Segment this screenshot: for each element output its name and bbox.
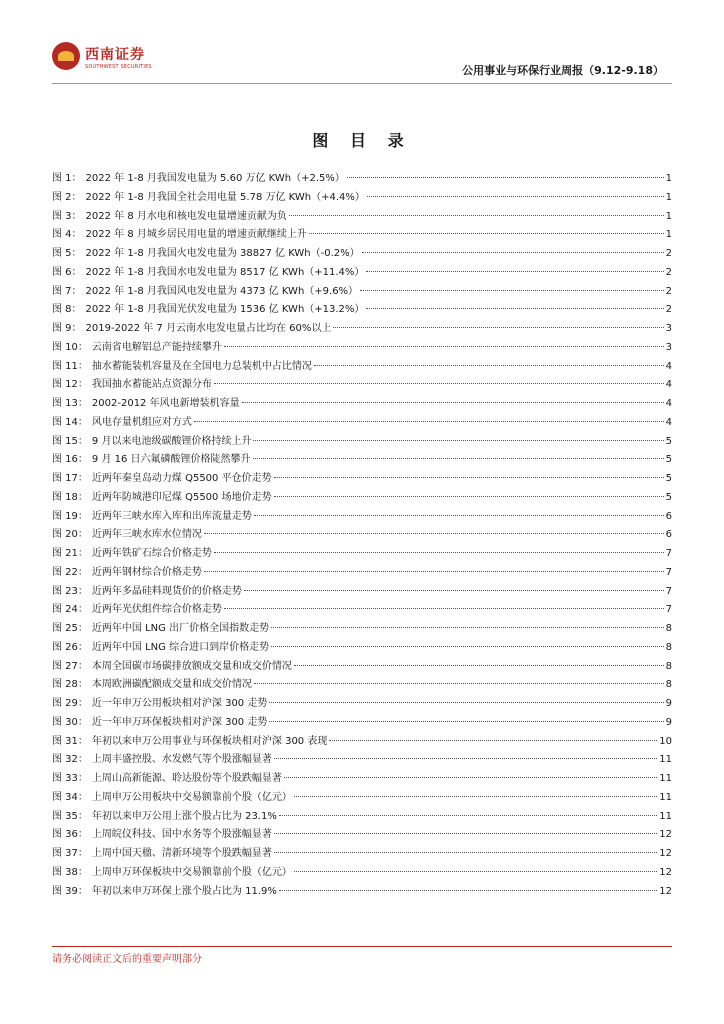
toc-entry-number: 图 2：: [52, 191, 82, 203]
toc-entry-leader: [366, 308, 663, 309]
toc-entry-leader: [269, 721, 663, 722]
toc-entry-title: 上周皖仪科技、国中水务等个股涨幅显著: [91, 829, 272, 841]
toc-entry-number: 图 14：: [52, 416, 88, 428]
toc-entry-number: 图 9：: [52, 323, 82, 334]
toc-entry-title: 2022 年 1-8 月我国火电发电量为 38827 亿 KWh（-0.2%）: [85, 248, 360, 259]
toc-entry-page: 12: [659, 848, 672, 859]
toc-entry-leader: [366, 271, 663, 272]
toc-entry-number: 图 34：: [52, 791, 88, 803]
toc-entry-title: 近两年三峡水库入库和出库流量走势: [91, 510, 252, 522]
toc-entry[interactable]: [52, 658, 672, 677]
toc-entry-page: 12: [659, 885, 672, 897]
toc-entry-page: 7: [665, 604, 672, 616]
toc-entry[interactable]: [52, 789, 672, 808]
toc-entry-title: 近两年秦皇岛动力煤 Q5500 平仓价走势: [91, 473, 272, 484]
toc-entry[interactable]: [52, 751, 672, 770]
toc-entry[interactable]: [52, 189, 672, 208]
toc-entry-leader: [204, 571, 664, 572]
toc-entry-page: 11: [659, 810, 672, 822]
toc-entry-leader: [294, 665, 664, 666]
footer-divider: [52, 946, 672, 947]
toc-entry-title: 云南省电解铝总产能持续攀升: [91, 341, 222, 353]
toc-entry-leader: [289, 215, 664, 216]
toc-entry-number: 图 10：: [52, 341, 88, 353]
toc-entry-page: 10: [659, 735, 672, 747]
toc-entry-leader: [224, 608, 664, 609]
toc-entry[interactable]: [52, 733, 672, 752]
toc-entry-page: 7: [665, 566, 672, 578]
toc-entry-title: 2022 年 1-8 月我国全社会用电量 5.78 万亿 KWh（+4.4%）: [85, 191, 365, 203]
toc-entry-page: 11: [659, 791, 672, 803]
toc-entry-title: 近两年多晶硅料现货价的价格走势: [91, 585, 242, 597]
toc-entry-title: 近两年中国 LNG 出厂价格全国指数走势: [91, 623, 270, 634]
toc-entry-leader: [242, 402, 664, 403]
toc-entry-page: 6: [665, 529, 672, 541]
toc-entry-leader: [360, 290, 664, 291]
toc-entry-number: 图 24：: [52, 604, 88, 616]
toc-entry-title: 上周申万公用板块中交易额靠前个股（亿元）: [91, 791, 292, 803]
toc-entry-number: 图 3：: [52, 210, 82, 222]
toc-entry-title: 近两年钢材综合价格走势: [91, 566, 202, 578]
toc-entry-number: 图 16：: [52, 454, 88, 466]
toc-entry-page: 7: [665, 585, 672, 597]
toc-entry-title: 年初以来申万公用事业与环保板块相对沪深 300 表现: [91, 735, 328, 747]
toc-entry[interactable]: [52, 433, 672, 452]
toc-entry-title: 2022 年 8 月城乡居民用电量的增速贡献继续上升: [85, 229, 307, 241]
toc-entry-page: 2: [665, 266, 672, 278]
toc-entry-page: 1: [665, 210, 672, 222]
toc-entry-number: 图 28：: [52, 679, 88, 691]
toc-entry[interactable]: [52, 601, 672, 620]
toc-entry-title: 2022 年 1-8 月我国发电量为 5.60 万亿 KWh（+2.5%）: [85, 173, 345, 184]
toc-entry[interactable]: [52, 639, 672, 658]
toc-entry-title: 近两年中国 LNG 综合进口到岸价格走势: [91, 641, 270, 653]
toc-entry-number: 图 11：: [52, 360, 88, 372]
toc-entry-leader: [294, 871, 657, 872]
toc-entry-title: 近两年三峡水库水位情况: [91, 529, 202, 541]
toc-entry-title: 风电存量机组应对方式: [91, 416, 192, 428]
toc-entry-title: 近两年铁矿石综合价格走势: [91, 548, 212, 559]
toc-entry-page: 5: [665, 473, 672, 484]
toc-entry[interactable]: [52, 264, 672, 283]
toc-entry-page: 3: [665, 341, 672, 353]
toc-entry[interactable]: [52, 208, 672, 227]
toc-entry[interactable]: [52, 451, 672, 470]
toc-entry-page: 5: [665, 454, 672, 466]
toc-entry-number: 图 8：: [52, 304, 82, 316]
toc-entry-number: 图 18：: [52, 491, 88, 503]
header-divider: [52, 83, 672, 84]
toc-entry-title: 9 月 16 日六氟磷酸锂价格陡然攀升: [91, 454, 251, 466]
toc-entry-title: 上周山高新能源、聆达股份等个股跌幅显著: [91, 773, 282, 784]
toc-entry[interactable]: [52, 564, 672, 583]
toc-entry-number: 图 4：: [52, 229, 82, 241]
toc-entry[interactable]: [52, 826, 672, 845]
toc-entry-title: 上周申万环保板块中交易额靠前个股（亿元）: [91, 866, 292, 878]
toc-entry-title: 2022 年 1-8 月我国光伏发电量为 1536 亿 KWh（+13.2%）: [85, 304, 365, 316]
toc-entry-leader: [309, 233, 664, 234]
toc-entry-page: 7: [665, 548, 672, 559]
toc-entry[interactable]: [52, 620, 672, 639]
toc-entry-page: 12: [659, 866, 672, 878]
toc-entry-leader: [244, 590, 664, 591]
toc-entry-title: 本周欧洲碳配额成交量和成交价情况: [91, 679, 252, 691]
toc-entry-title: 年初以来申万环保上涨个股占比为 11.9%: [91, 885, 277, 897]
toc-entry-page: 12: [659, 829, 672, 841]
toc-entry-leader: [367, 196, 664, 197]
toc-entry-page: 2: [665, 248, 672, 259]
toc-entry-number: 图 25：: [52, 623, 88, 634]
toc-entry-leader: [329, 740, 657, 741]
toc-entry-leader: [253, 440, 663, 441]
toc-entry-page: 11: [659, 773, 672, 784]
toc-entry-page: 9: [665, 716, 672, 728]
toc-entry-title: 年初以来申万公用上涨个股占比为 23.1%: [91, 810, 277, 822]
toc-entry-leader: [271, 646, 664, 647]
toc-entry-number: 图 19：: [52, 510, 88, 522]
toc-entry-title: 2002-2012 年风电新增装机容量: [91, 398, 240, 409]
toc-entry-page: 2: [665, 304, 672, 316]
report-title: 公用事业与环保行业周报（9.12-9.18）: [462, 64, 664, 77]
toc-entry-leader: [294, 796, 657, 797]
toc-entry-title: 2022 年 1-8 月我国水电发电量为 8517 亿 KWh（+11.4%）: [85, 266, 365, 278]
toc-entry-title: 近两年防城港印尼煤 Q5500 场地价走势: [91, 491, 272, 503]
toc-entry-title: 我国抽水蓄能站点资源分布: [91, 379, 212, 391]
toc-entry-page: 8: [665, 641, 672, 653]
toc-entry-leader: [279, 890, 657, 891]
toc-entry-leader: [274, 833, 657, 834]
toc-entry-leader: [347, 177, 664, 178]
toc-entry-page: 4: [665, 379, 672, 391]
toc-entry-page: 8: [665, 679, 672, 691]
toc-entry[interactable]: [52, 170, 672, 189]
toc-entry-page: 4: [665, 416, 672, 428]
toc-entry-number: 图 1：: [52, 173, 82, 184]
toc-entry-number: 图 35：: [52, 810, 88, 822]
toc-entry-title: 近一年申万公用板块相对沪深 300 走势: [91, 698, 268, 709]
toc-entry[interactable]: [52, 864, 672, 883]
toc-entry-number: 图 31：: [52, 735, 88, 747]
toc-entry[interactable]: [52, 695, 672, 714]
toc-entry-leader: [253, 458, 664, 459]
toc-entry[interactable]: [52, 376, 672, 395]
footer-disclaimer: 请务必阅读正文后的重要声明部分: [52, 954, 202, 965]
toc-entry[interactable]: [52, 808, 672, 827]
toc-entry[interactable]: [52, 245, 672, 264]
toc-entry-title: 2019-2022 年 7 月云南水电发电量占比均在 60%以上: [85, 323, 332, 334]
toc-entry-leader: [362, 252, 664, 253]
toc-entry-leader: [204, 533, 664, 534]
toc-entry[interactable]: [52, 845, 672, 864]
toc-entry-number: 图 7：: [52, 285, 82, 297]
toc-entry-number: 图 15：: [52, 435, 88, 447]
toc-entry-leader: [254, 683, 664, 684]
toc-entry[interactable]: [52, 770, 672, 789]
toc-entry-leader: [314, 365, 664, 366]
toc-entry-number: 图 23：: [52, 585, 88, 597]
toc-entry[interactable]: [52, 676, 672, 695]
toc-entry-page: 5: [665, 435, 672, 447]
toc-entry-leader: [274, 758, 657, 759]
toc-entry[interactable]: [52, 489, 672, 508]
toc-entry[interactable]: [52, 301, 672, 320]
toc-entry-title: 上周丰盛控股、水发燃气等个股涨幅显著: [91, 754, 272, 766]
logo-emblem-icon: [52, 42, 80, 70]
toc-entry-number: 图 6：: [52, 266, 82, 278]
toc-entry[interactable]: [52, 395, 672, 414]
toc-entry-title: 2022 年 8 月水电和核电发电量增速贡献为负: [85, 210, 287, 222]
toc-entry-title: 近两年光伏组件综合价格走势: [91, 604, 222, 616]
toc-entry[interactable]: [52, 545, 672, 564]
toc-entry[interactable]: [52, 508, 672, 527]
toc-entry-number: 图 17：: [52, 473, 88, 484]
toc-entry-number: 图 22：: [52, 566, 88, 578]
toc-entry-leader: [254, 515, 664, 516]
toc-entry-leader: [224, 346, 664, 347]
toc-entry-page: 4: [665, 360, 672, 372]
toc-entry-leader: [333, 327, 663, 328]
toc-entry[interactable]: [52, 414, 672, 433]
toc-title: 图 目 录: [312, 131, 412, 150]
toc-entry-number: 图 32：: [52, 754, 88, 766]
toc-entry-leader: [271, 627, 664, 628]
toc-entry[interactable]: [52, 883, 672, 902]
toc-entry-number: 图 37：: [52, 848, 88, 859]
toc-entry[interactable]: [52, 583, 672, 602]
toc-entry-page: 5: [665, 491, 672, 503]
toc-entry-leader: [214, 383, 664, 384]
toc-entry-number: 图 30：: [52, 716, 88, 728]
toc-entry[interactable]: [52, 526, 672, 545]
toc-entry[interactable]: [52, 470, 672, 489]
toc-entry[interactable]: [52, 226, 672, 245]
company-logo: [52, 42, 162, 76]
toc-entry-number: 图 29：: [52, 698, 88, 709]
toc-entry-page: 9: [665, 698, 672, 709]
toc-entry-page: 8: [665, 623, 672, 634]
page-header: [52, 38, 672, 82]
toc-entry-leader: [284, 777, 657, 778]
toc-entry-page: 1: [665, 191, 672, 203]
toc-entry-number: 图 5：: [52, 248, 82, 259]
toc-entry-title: 抽水蓄能装机容量及在全国电力总装机中占比情况: [91, 360, 312, 372]
toc-entry-page: 1: [665, 229, 672, 241]
logo-cn-text: 西南证券: [85, 47, 145, 63]
toc-entry[interactable]: [52, 714, 672, 733]
toc-entry-number: 图 27：: [52, 660, 88, 672]
toc-entry-number: 图 33：: [52, 773, 88, 784]
toc-entry-page: 2: [665, 285, 672, 297]
toc-entry-page: 8: [665, 660, 672, 672]
toc-entry[interactable]: [52, 358, 672, 377]
figure-toc-list: [52, 170, 672, 901]
toc-entry-page: 3: [665, 323, 672, 334]
toc-entry-page: 11: [659, 754, 672, 766]
toc-entry-number: 图 26：: [52, 641, 88, 653]
toc-entry-title: 上周中国天楹、清新环境等个股跌幅显著: [91, 848, 272, 859]
toc-entry-number: 图 12：: [52, 379, 88, 391]
toc-entry-number: 图 21：: [52, 548, 88, 559]
toc-entry-leader: [274, 477, 664, 478]
toc-entry-leader: [269, 702, 663, 703]
toc-entry[interactable]: [52, 283, 672, 302]
logo-en-text: SOUTHWEST SECURITIES: [85, 64, 152, 70]
toc-entry-title: 近一年申万环保板块相对沪深 300 走势: [91, 716, 268, 728]
toc-entry-number: 图 36：: [52, 829, 88, 841]
toc-entry-title: 2022 年 1-8 月我国风电发电量为 4373 亿 KWh（+9.6%）: [85, 285, 359, 297]
toc-entry-leader: [194, 421, 664, 422]
toc-entry-leader: [214, 552, 664, 553]
toc-entry-number: 图 20：: [52, 529, 88, 541]
toc-entry-leader: [274, 496, 664, 497]
toc-entry[interactable]: [52, 339, 672, 358]
toc-entry-number: 图 13：: [52, 398, 88, 409]
toc-entry[interactable]: [52, 320, 672, 339]
toc-entry-leader: [279, 815, 657, 816]
toc-entry-page: 6: [665, 510, 672, 522]
toc-entry-leader: [274, 852, 657, 853]
toc-entry-number: 图 38：: [52, 866, 88, 878]
toc-entry-page: 1: [665, 173, 672, 184]
toc-entry-title: 9 月以来电池级碳酸锂价格持续上升: [91, 435, 252, 447]
toc-entry-title: 本周全国碳市场碳排放额成交量和成交价情况: [91, 660, 292, 672]
toc-entry-page: 4: [665, 398, 672, 409]
toc-entry-number: 图 39：: [52, 885, 88, 897]
